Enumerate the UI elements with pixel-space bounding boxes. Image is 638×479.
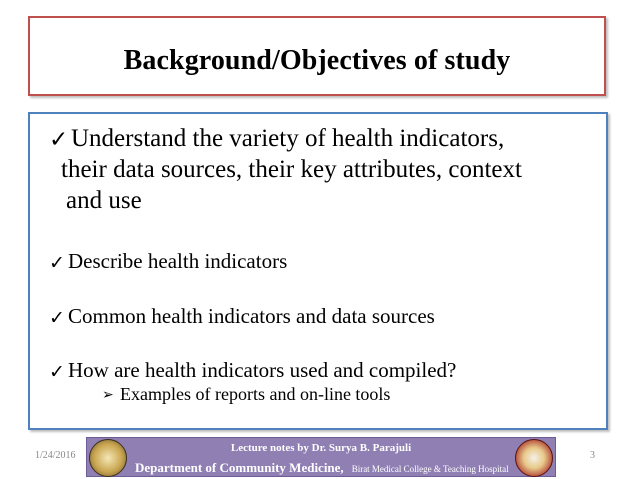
footer-banner (86, 437, 556, 477)
bullet-understand-text1: Understand the variety of health indicators, (71, 125, 505, 152)
bullet-understand-line2: their data sources, their key attributes, context (61, 156, 522, 183)
footer-date: 1/24/2016 (35, 450, 76, 461)
bullet-common-text: Common health indicators and data sources (68, 304, 435, 328)
slide-title: Background/Objectives of study (123, 45, 511, 76)
content-box (28, 112, 608, 430)
checkmark-icon: ✓ (49, 307, 65, 329)
title-box (28, 16, 606, 96)
bullet-understand-line3: and use (66, 187, 142, 214)
bullet-understand (49, 123, 594, 216)
checkmark-icon: ✓ (49, 127, 69, 153)
bullet-common (49, 303, 435, 329)
arrow-bullet-icon: ➢ (102, 387, 114, 403)
banner-department-line (135, 459, 509, 477)
banner-lecture-notes: Lecture notes by Dr. Surya B. Parajuli (230, 442, 412, 454)
bullet-describe-text: Describe health indicators (68, 249, 288, 273)
bullet-examples-text: Examples of reports and on-line tools (120, 384, 391, 404)
page-number: 3 (590, 450, 595, 461)
checkmark-icon: ✓ (49, 361, 65, 383)
bullet-how-text: How are health indicators used and compiled? (68, 358, 457, 382)
banner-college: Birat Medical College & Teaching Hospital (351, 464, 509, 474)
checkmark-icon: ✓ (49, 252, 65, 274)
banner-department: Department of Community Medicine, (135, 460, 344, 475)
bullet-examples (102, 383, 390, 405)
bullet-describe (49, 248, 287, 274)
hospital-emblem-icon (515, 439, 553, 477)
bullet-how (49, 357, 456, 383)
slide-footer (0, 436, 638, 479)
bullet-understand-line1 (49, 123, 594, 154)
